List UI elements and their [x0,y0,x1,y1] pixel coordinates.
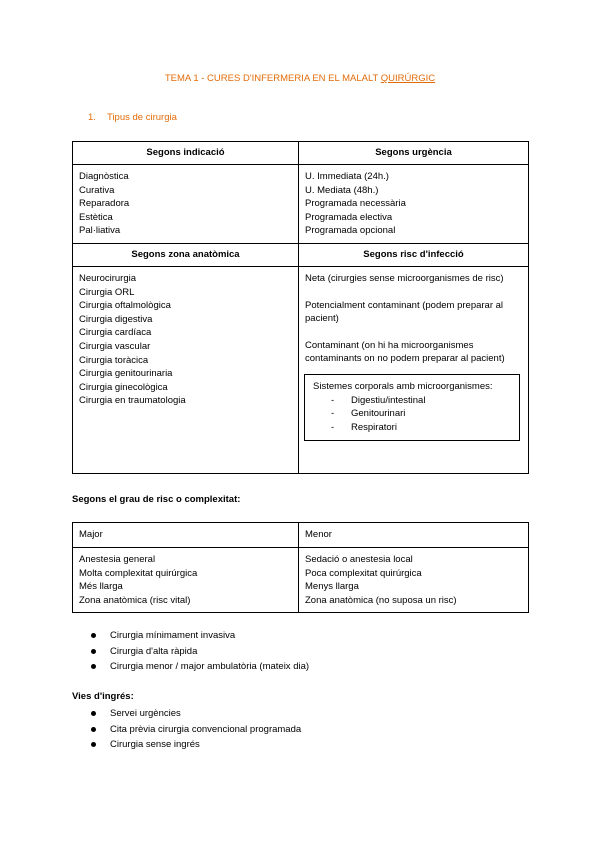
list-item-text: Cirurgia menor / major ambulatòria (mateix dia) [110,661,310,672]
list-item: Neurocirurgia [79,272,137,284]
list-item: Programada necessària [305,198,406,210]
header-menor: Menor [299,523,529,548]
list-item [110,737,301,753]
header-major: Major [73,523,299,548]
list-item: Cirurgia ORL [79,286,135,298]
dash-marker: - [331,408,335,420]
list-item-text: Cirurgia mínimament invasiva [110,630,236,641]
risk-complexity-heading: Segons el grau de risc o complexitat: [72,494,241,505]
page-title [0,72,600,86]
list-item: Cirurgia oftalmològica [79,300,171,312]
list-item: Curativa [79,184,115,196]
list-item: Cirurgia cardíaca [79,327,152,339]
list-item: Cirurgia toràcica [79,354,149,366]
title-underlined-word: QUIRÚRGIC [380,73,436,84]
list-item [110,628,309,644]
bullet-icon [91,711,96,716]
header-indicacio: Segons indicació [73,142,299,165]
admission-routes-heading: Vies d'ingrés: [72,691,134,702]
bullet-icon [91,727,96,732]
cell-indicacio [73,165,299,244]
title-text: TEMA 1 - CURES D'INFERMERIA EN EL MALALT [164,73,381,84]
bullet-icon [91,742,96,747]
dash-marker: - [331,421,335,433]
surgery-modes-list [110,628,309,675]
list-item: Zona anatòmica (risc vital) [79,594,191,606]
list-item-text: Servei urgències [110,708,181,719]
list-item-text: Cirurgia d'alta ràpida [110,645,198,657]
section-title: Tipus de cirurgia [107,112,177,123]
list-item: Zona anatòmica (no suposa un risc) [305,594,457,606]
cell-zona [73,266,299,473]
list-item-text: Cita prèvia cirurgia convencional programada [110,723,302,735]
body-systems-box [304,374,520,441]
body-systems-title: Sistemes corporals amb microorganismes: [313,380,493,392]
list-item [110,644,309,660]
admission-routes-list [110,706,301,753]
list-item: Estètica [79,211,113,223]
list-item [110,659,309,675]
list-item [110,706,301,722]
list-item: U. Immediata (24h.) [305,171,389,182]
risk-contaminant: Contaminant (on hi ha microorganismes contaminants on no podem preparar al pacient) [305,339,505,365]
list-item: Més llarga [79,581,123,593]
cell-menor [299,548,529,613]
list-item: Poca complexitat quirúrgica [305,567,422,579]
list-item: Cirurgia vascular [79,340,151,352]
list-item: Respiratori [351,421,397,433]
list-item [110,722,301,738]
list-item: Anestesia general [79,554,156,565]
list-item: Reparadora [79,198,130,210]
list-item: Genitourinari [351,408,406,420]
header-infeccio: Segons risc d'infecció [299,243,529,266]
surgery-types-table [72,141,529,474]
cell-infeccio [299,266,529,473]
bullet-icon [91,664,96,669]
risk-potencial: Potencialment contaminant (podem preparar al pacient) [305,299,504,325]
list-item: Cirurgia digestiva [79,313,153,325]
list-item: Cirurgia en traumatologia [79,395,186,407]
list-item: U. Mediata (48h.) [305,184,379,196]
dash-marker: - [331,394,335,406]
list-item: Molta complexitat quirúrgica [79,567,198,579]
list-item: Programada opcional [305,225,396,237]
list-item: Cirurgia genitourinaria [79,368,173,380]
cell-urgencia [299,165,529,244]
list-item: Pal·liativa [79,225,121,237]
list-item: Programada electiva [305,211,393,223]
risk-complexity-table [72,522,529,613]
header-zona: Segons zona anatòmica [73,243,299,266]
list-item: Diagnòstica [79,171,129,182]
list-item: Sedació o anestesia local [305,554,413,565]
bullet-icon [91,633,96,638]
section-heading [88,111,177,125]
risk-neta: Neta (cirurgies sense microorganismes de risc) [305,272,504,284]
cell-major [73,548,299,613]
list-item: Menys llarga [305,581,359,593]
list-item-text: Cirurgia sense ingrés [110,739,200,750]
header-urgencia: Segons urgència [299,142,529,165]
list-item: Digestiu/intestinal [351,394,426,406]
bullet-icon [91,649,96,654]
section-number: 1. [88,112,96,123]
list-item: Cirurgia ginecològica [79,381,168,393]
